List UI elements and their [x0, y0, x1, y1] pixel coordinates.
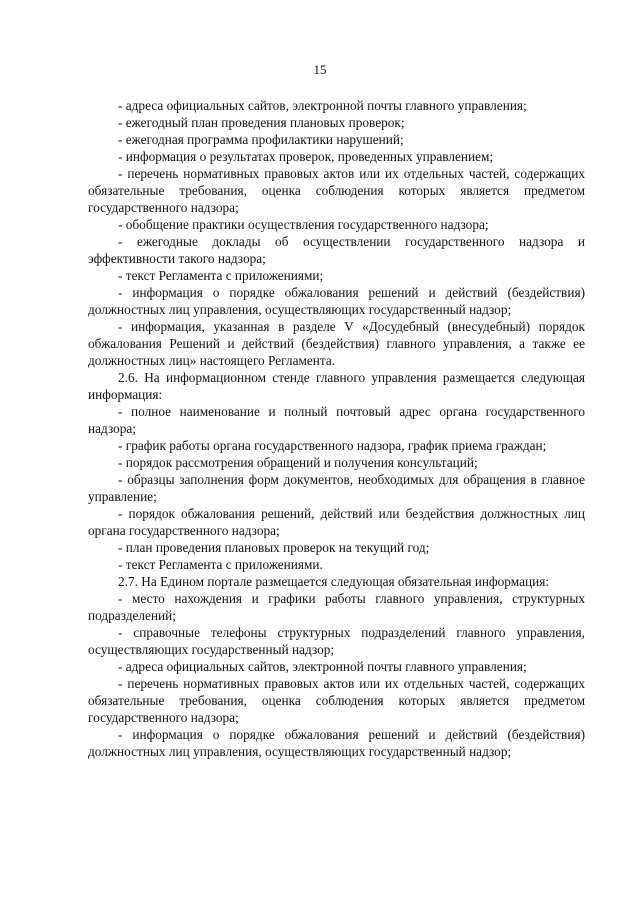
paragraph: - информация о порядке обжалования решений и действий (бездействия) должностных лиц управления, осуществляющих государственный надзор; [88, 727, 585, 759]
paragraph: - ежегодный план проведения плановых проверок; [118, 115, 405, 130]
paragraph: - место нахождения и графики работы главного управления, структурных подразделений; [88, 591, 585, 623]
paragraph: - текст Регламента с приложениями. [118, 557, 323, 572]
paragraph: - адреса официальных сайтов, электронной почты главного управления; [118, 98, 527, 113]
paragraph: - информация о порядке обжалования решений и действий (бездействия) должностных лиц управления, осуществляющих государственный надзор; [88, 285, 585, 317]
paragraph: - текст Регламента с приложениями; [118, 268, 324, 283]
paragraph: - информация, указанная в разделе V «Досудебный (внесудебный) порядок обжалования Решений и действий (бездействия) главного управления, а также ее должностных лиц» настоящего Регламента. [88, 319, 585, 368]
paragraph: - ежегодная программа профилактики нарушений; [118, 132, 404, 147]
paragraph: - образцы заполнения форм документов, необходимых для обращения в главное управление; [88, 472, 585, 504]
paragraph: - план проведения плановых проверок на текущий год; [118, 540, 430, 555]
document-body [88, 97, 585, 760]
paragraph: - обобщение практики осуществления государственного надзора; [118, 217, 489, 232]
paragraph: - порядок обжалования решений, действий или бездействия должностных лиц органа государственного надзора; [88, 506, 585, 538]
paragraph: - ежегодные доклады об осуществлении государственного надзора и эффективности такого надзора; [88, 234, 585, 266]
section-2-7-heading: 2.7. На Едином портале размещается следующая обязательная информация: [118, 574, 550, 589]
paragraph: - полное наименование и полный почтовый адрес органа государственного надзора; [88, 404, 585, 436]
paragraph: - информация о результатах проверок, проведенных управлением; [118, 149, 494, 164]
paragraph: - порядок рассмотрения обращений и получения консультаций; [118, 455, 478, 470]
paragraph: - адреса официальных сайтов, электронной почты главного управления; [118, 659, 527, 674]
page-number: 15 [313, 62, 327, 77]
paragraph: - перечень нормативных правовых актов или их отдельных частей, содержащих обязательные требования, оценка соблюдения которых является предметом государственного надзора; [88, 166, 585, 215]
section-2-6-heading: 2.6. На информационном стенде главного управления размещается следующая информация: [88, 370, 585, 402]
paragraph: - справочные телефоны структурных подразделений главного управления, осуществляющих государственный надзор; [88, 625, 585, 657]
paragraph: - перечень нормативных правовых актов или их отдельных частей, содержащих обязательные требования, оценка соблюдения которых является предметом государственного надзора; [88, 676, 585, 725]
paragraph: - график работы органа государственного надзора, график приема граждан; [118, 438, 547, 453]
